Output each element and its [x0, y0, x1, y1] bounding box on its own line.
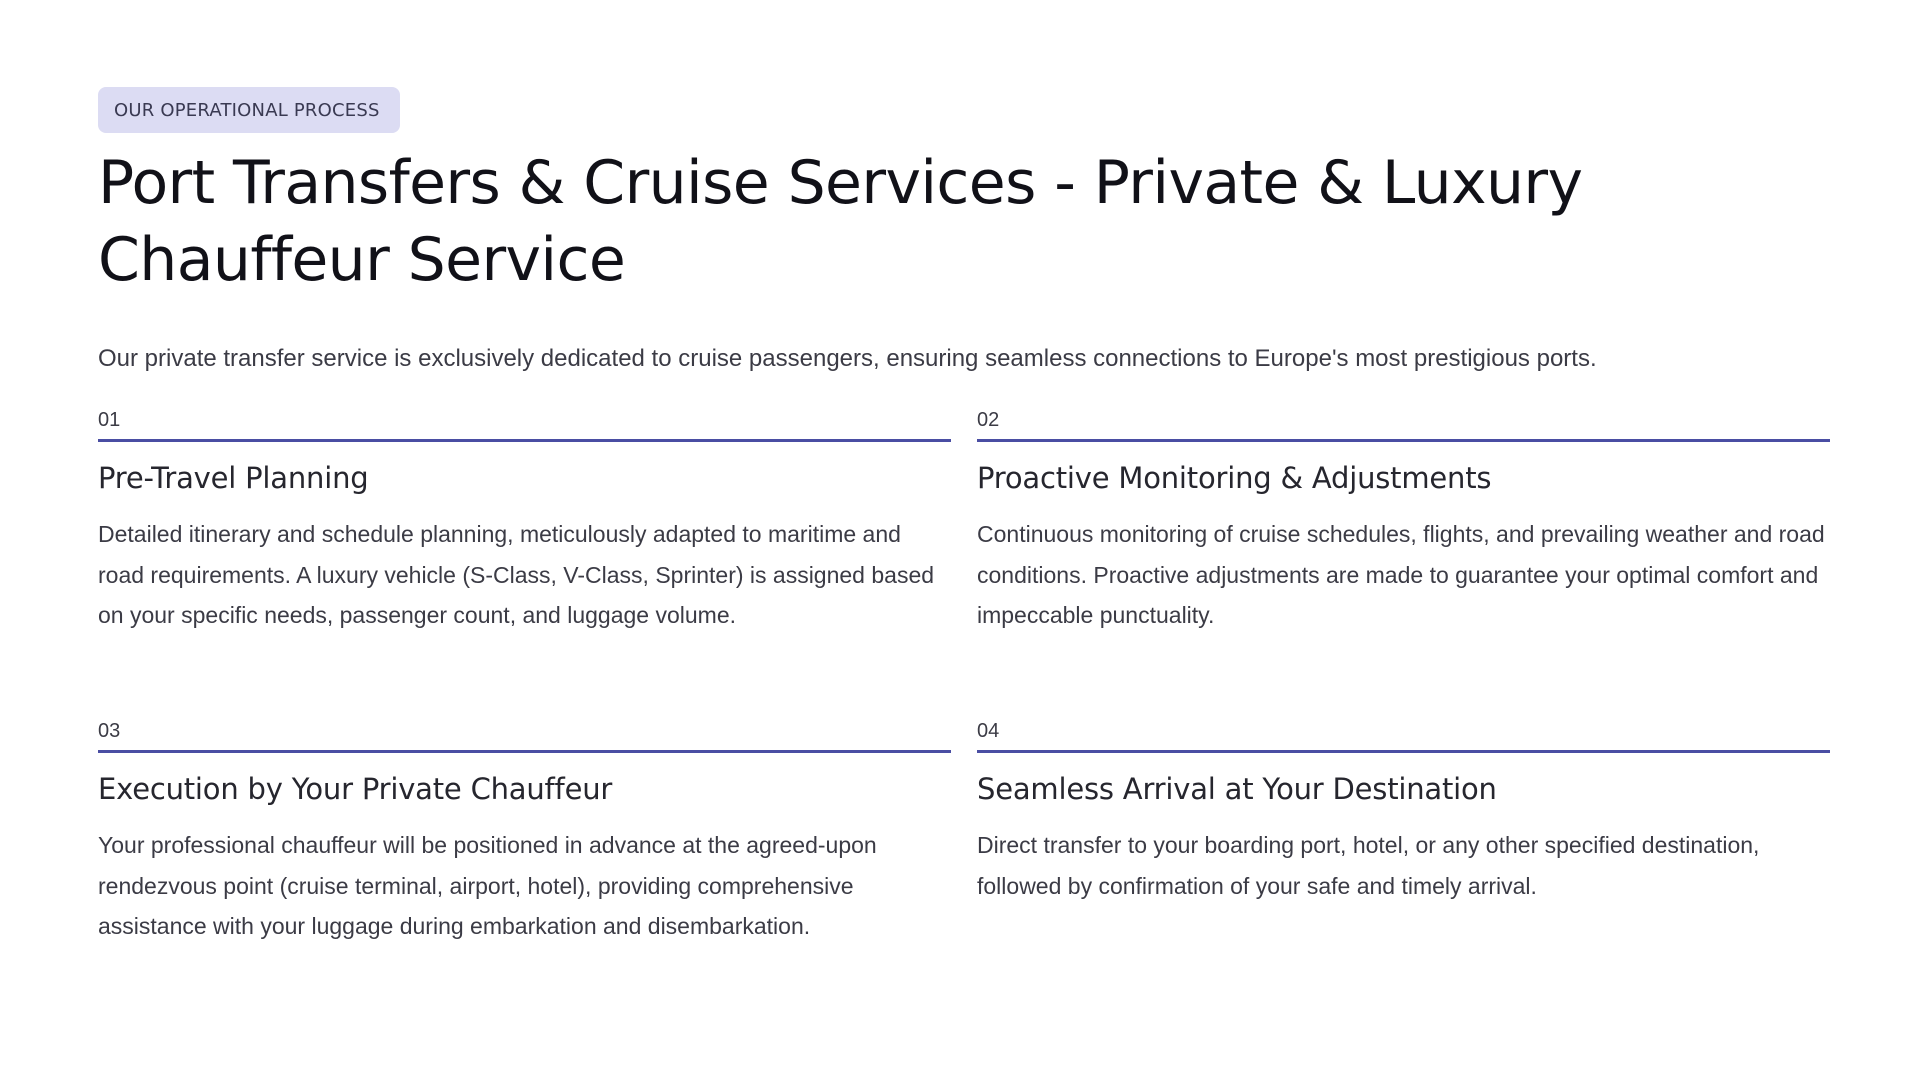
- steps-grid: [98, 409, 1825, 1031]
- step-title: Proactive Monitoring & Adjustments: [977, 461, 1492, 495]
- step-card: [98, 720, 951, 1031]
- intro-text: Our private transfer service is exclusively dedicated to cruise passengers, ensuring seamless connections to Europe's most prestigious ports.: [98, 345, 1597, 372]
- step-number: 01: [98, 409, 951, 442]
- step-card: [977, 720, 1830, 1031]
- section-badge: OUR OPERATIONAL PROCESS: [98, 87, 400, 133]
- step-title: Pre-Travel Planning: [98, 461, 369, 495]
- step-description: Your professional chauffeur will be positioned in advance at the agreed-upon rendezvous point (cruise terminal, airport, hotel), providing comprehensive assistance with your luggage during embarkation and disembarkation.: [98, 832, 877, 939]
- step-description: Continuous monitoring of cruise schedules, flights, and prevailing weather and road conditions. Proactive adjustments are made to guarantee your optimal comfort and impeccable punctuality.: [977, 521, 1825, 628]
- step-number: 04: [977, 720, 1830, 753]
- page-title: Port Transfers & Cruise Services - Private & Luxury Chauffeur Service: [98, 148, 1583, 295]
- step-card: [98, 409, 951, 720]
- step-number: 03: [98, 720, 951, 753]
- step-number: 02: [977, 409, 1830, 442]
- step-card: [977, 409, 1830, 720]
- step-title: Seamless Arrival at Your Destination: [977, 772, 1497, 806]
- step-title: Execution by Your Private Chauffeur: [98, 772, 613, 806]
- step-description: Direct transfer to your boarding port, hotel, or any other specified destination, followed by confirmation of your safe and timely arrival.: [977, 832, 1760, 899]
- step-description: Detailed itinerary and schedule planning, meticulously adapted to maritime and road requirements. A luxury vehicle (S-Class, V-Class, Sprinter) is assigned based on your specific needs, passenger count, and luggage volume.: [98, 521, 935, 628]
